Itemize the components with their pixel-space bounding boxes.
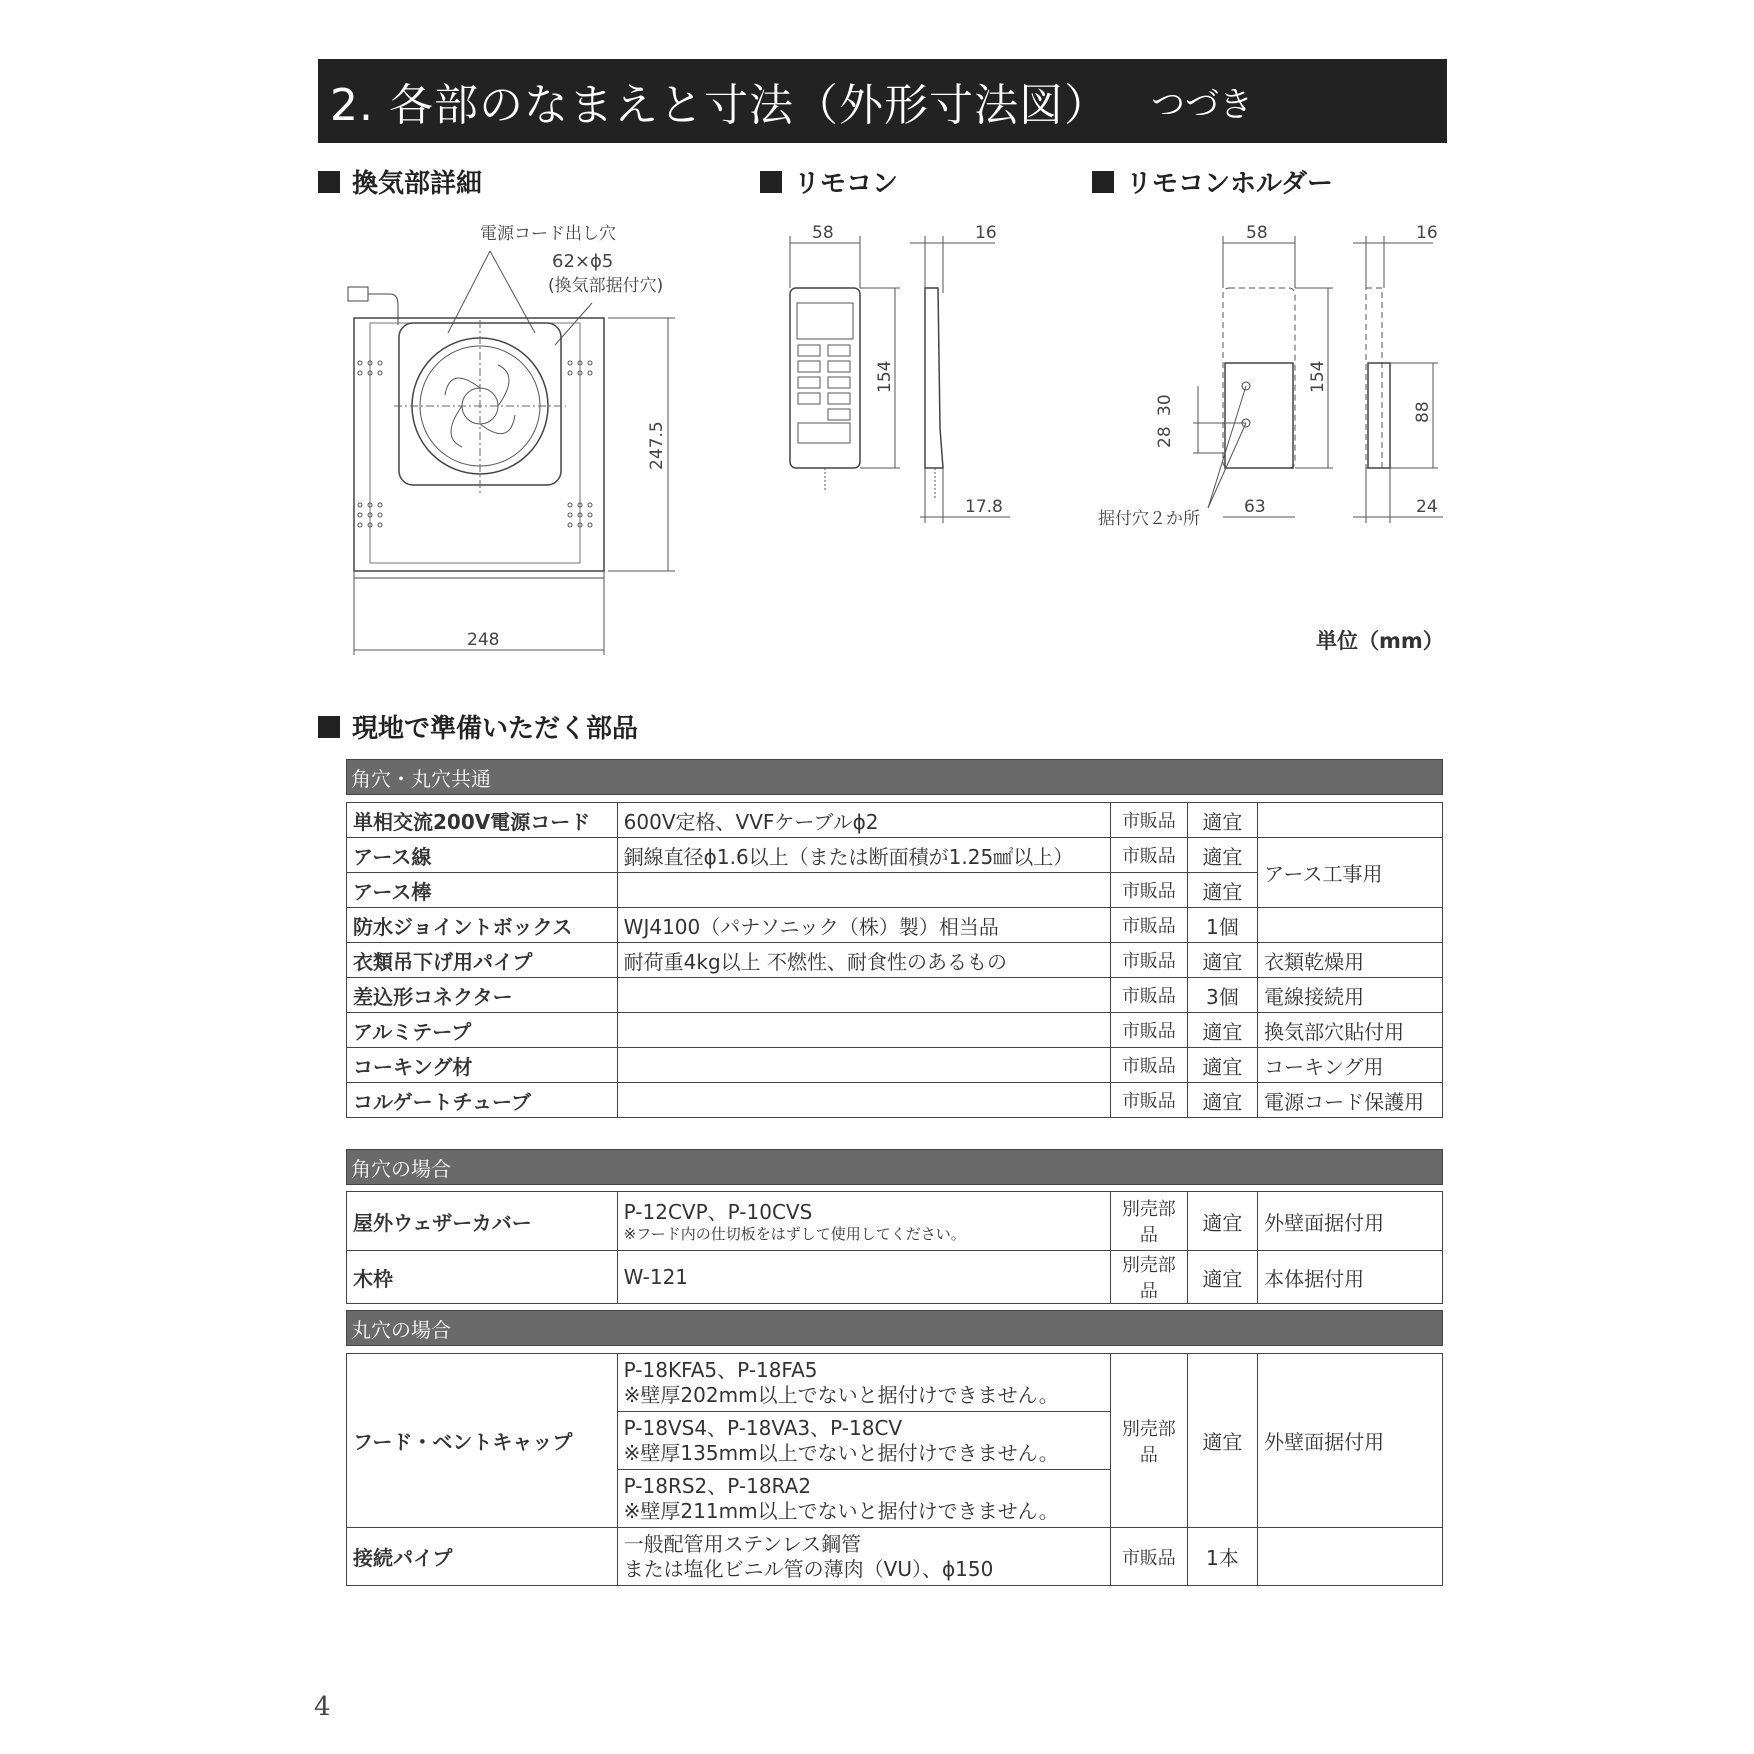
category-header-common: 角穴・丸穴共通 [346, 759, 1443, 795]
part-source: 市販品 [1111, 978, 1188, 1013]
part-qty: 適宜 [1187, 1083, 1257, 1118]
remote-holder-drawing [1098, 218, 1448, 538]
part-name: 防水ジョイントボックス [347, 908, 618, 943]
table-row [347, 1013, 1443, 1048]
parts-table-square [346, 1191, 1443, 1304]
vent-section-heading [318, 163, 482, 200]
part-use: 外壁面据付用 [1258, 1354, 1443, 1528]
part-spec [617, 978, 1110, 1013]
part-source: 別売部品 [1111, 1354, 1188, 1528]
mount-hole-note: (換気部据付穴) [548, 276, 664, 296]
part-name: アルミテープ [347, 1013, 618, 1048]
table-row [347, 978, 1443, 1013]
part-spec: 銅線直径ϕ1.6以上（または断面積が1.25㎟以上） [617, 838, 1110, 873]
holder-88-dim: 88 [1413, 401, 1433, 423]
part-qty: 適宜 [1187, 873, 1257, 908]
part-use: 電線接続用 [1258, 978, 1443, 1013]
part-qty: 1本 [1187, 1528, 1257, 1586]
table-row [347, 1354, 1443, 1412]
part-source: 市販品 [1111, 1083, 1188, 1118]
part-qty: 1個 [1187, 908, 1257, 943]
part-spec [617, 873, 1110, 908]
part-source: 市販品 [1111, 1528, 1188, 1586]
part-name: フード・ベントキャップ [347, 1354, 618, 1528]
square-bullet-icon [760, 171, 782, 193]
table-row [347, 908, 1443, 943]
part-spec [617, 1083, 1110, 1118]
cord-hole-label: 電源コード出し穴 [480, 224, 616, 244]
parts-section-heading [318, 708, 638, 745]
table-row [347, 1192, 1443, 1251]
part-spec: 600V定格、VVFケーブルϕ2 [617, 803, 1110, 838]
part-use: 電源コード保護用 [1258, 1083, 1443, 1118]
part-spec [617, 1048, 1110, 1083]
part-spec [617, 1354, 1110, 1412]
part-use [1258, 908, 1443, 943]
part-spec [617, 1470, 1110, 1528]
part-use [1258, 803, 1443, 838]
part-source: 市販品 [1111, 1013, 1188, 1048]
part-name: アース線 [347, 838, 618, 873]
square-bullet-icon [318, 716, 340, 738]
part-use: 換気部穴貼付用 [1258, 1013, 1443, 1048]
part-spec-line: または塩化ビニル管の薄肉（VU）、ϕ150 [623, 1556, 994, 1581]
part-qty: 適宜 [1187, 1251, 1257, 1304]
mount-hole-label: 62×ϕ5 [552, 251, 614, 272]
square-bullet-icon [1092, 171, 1114, 193]
holder-63-dim: 63 [1244, 497, 1266, 517]
part-qty: 3個 [1187, 978, 1257, 1013]
part-name: コーキング材 [347, 1048, 618, 1083]
part-source: 別売部品 [1111, 1192, 1188, 1251]
holder-section-label: リモコンホルダー [1126, 169, 1333, 199]
part-qty: 適宜 [1187, 1048, 1257, 1083]
part-source: 市販品 [1111, 838, 1188, 873]
holder-28-dim: 28 [1155, 426, 1175, 448]
part-spec-model: P-12CVP、P-10CVS [623, 1199, 813, 1224]
part-spec [617, 1192, 1110, 1251]
remote-section-heading [760, 163, 898, 200]
part-qty: 適宜 [1187, 838, 1257, 873]
part-use: アース工事用 [1258, 838, 1443, 908]
vent-unit-drawing [330, 215, 700, 660]
part-source: 市販品 [1111, 873, 1188, 908]
part-spec-note: ※壁厚135mm以上でないと据付けできません。 [623, 1440, 1059, 1465]
remote-bottom-dim: 17.8 [965, 497, 1003, 517]
remote-section-label: リモコン [794, 169, 899, 199]
remote-drawing [780, 218, 1030, 538]
unit-label: 単位（mm） [1316, 629, 1444, 653]
page-title: 2. 各部のなまえと寸法（外形寸法図） [330, 80, 1109, 131]
part-spec-line: 一般配管用ステンレス鋼管 [623, 1531, 862, 1556]
part-name: アース棒 [347, 873, 618, 908]
table-row [347, 1251, 1443, 1304]
holder-mount-note: 据付穴２か所 [1098, 509, 1200, 529]
part-name: 衣類吊下げ用パイプ [347, 943, 618, 978]
part-spec: WJ4100（パナソニック（株）製）相当品 [617, 908, 1110, 943]
holder-depth-dim: 16 [1416, 223, 1438, 243]
part-qty: 適宜 [1187, 1013, 1257, 1048]
part-spec [617, 1528, 1110, 1586]
holder-section-heading [1092, 163, 1333, 200]
part-source: 市販品 [1111, 1048, 1188, 1083]
part-use [1258, 1528, 1443, 1586]
part-qty: 適宜 [1187, 943, 1257, 978]
holder-30-dim: 30 [1155, 394, 1175, 416]
table-row [347, 1048, 1443, 1083]
vent-height-dim: 247.5 [647, 421, 667, 470]
part-source: 市販品 [1111, 943, 1188, 978]
part-qty: 適宜 [1187, 1354, 1257, 1528]
parts-table-round [346, 1353, 1443, 1586]
part-spec [617, 1412, 1110, 1470]
page-number: 4 [314, 1692, 331, 1722]
part-spec [617, 1013, 1110, 1048]
page-subtitle: つづき [1150, 84, 1253, 125]
parts-section-label: 現地で準備いただく部品 [352, 714, 639, 744]
table-row [347, 838, 1443, 873]
remote-height-dim: 154 [875, 360, 895, 393]
part-source: 別売部品 [1111, 1251, 1188, 1304]
part-source: 市販品 [1111, 908, 1188, 943]
remote-width-dim: 58 [812, 223, 834, 243]
category-header-round: 丸穴の場合 [346, 1310, 1443, 1346]
part-use: 外壁面据付用 [1258, 1192, 1443, 1251]
remote-depth-dim: 16 [975, 223, 997, 243]
part-source: 市販品 [1111, 803, 1188, 838]
vent-section-label: 換気部詳細 [352, 169, 483, 199]
part-spec-model: P-18KFA5、P-18FA5 [623, 1357, 818, 1382]
section-title-bar [318, 59, 1447, 143]
part-name: 単相交流200V電源コード [347, 803, 618, 838]
part-name: 屋外ウェザーカバー [347, 1192, 618, 1251]
holder-height-dim: 154 [1308, 360, 1328, 393]
square-bullet-icon [318, 171, 340, 193]
part-spec-model: P-18RS2、P-18RA2 [623, 1473, 812, 1498]
part-spec-note: ※壁厚202mm以上でないと据付けできません。 [623, 1382, 1059, 1407]
part-spec-note: ※フード内の仕切板をはずして使用してください。 [623, 1224, 966, 1243]
part-qty: 適宜 [1187, 803, 1257, 838]
part-spec: W-121 [617, 1251, 1110, 1304]
table-row [347, 803, 1443, 838]
part-use: コーキング用 [1258, 1048, 1443, 1083]
part-name: 接続パイプ [347, 1528, 618, 1586]
part-use: 本体据付用 [1258, 1251, 1443, 1304]
vent-width-dim: 248 [467, 630, 500, 650]
category-header-square: 角穴の場合 [346, 1149, 1443, 1185]
part-name: コルゲートチューブ [347, 1083, 618, 1118]
part-use: 衣類乾燥用 [1258, 943, 1443, 978]
part-spec: 耐荷重4kg以上 不燃性、耐食性のあるもの [617, 943, 1110, 978]
holder-24-dim: 24 [1416, 497, 1438, 517]
parts-table-common [346, 802, 1443, 1118]
part-spec-note: ※壁厚211mm以上でないと据付けできません。 [623, 1498, 1059, 1523]
part-spec-model: P-18VS4、P-18VA3、P-18CV [623, 1415, 903, 1440]
table-row [347, 1528, 1443, 1586]
part-name: 木枠 [347, 1251, 618, 1304]
holder-width-dim: 58 [1246, 223, 1268, 243]
table-row [347, 1083, 1443, 1118]
part-qty: 適宜 [1187, 1192, 1257, 1251]
table-row [347, 943, 1443, 978]
part-name: 差込形コネクター [347, 978, 618, 1013]
